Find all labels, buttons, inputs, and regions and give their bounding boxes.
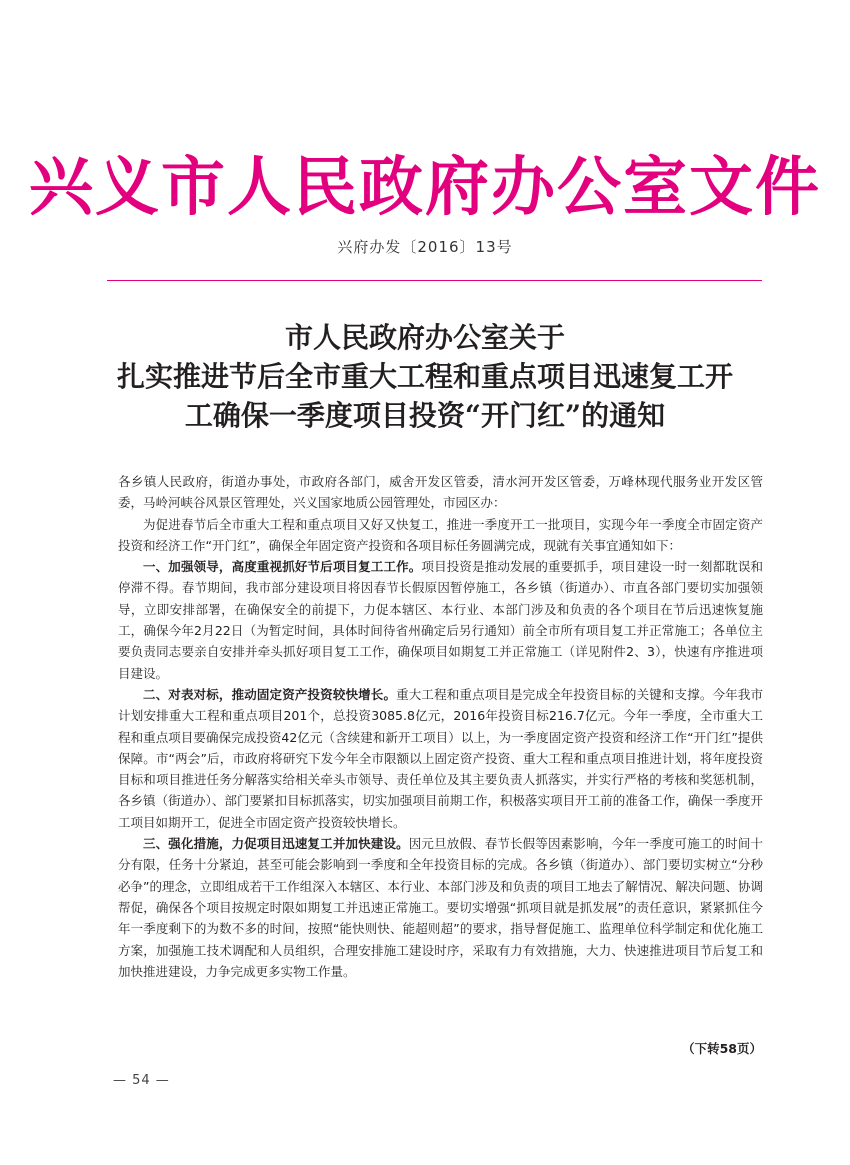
section-1 <box>118 556 763 684</box>
title-line-3: 工确保一季度项目投资“开门红”的通知 <box>184 399 666 432</box>
document-number: 兴府办发〔2016〕13号 <box>337 238 513 256</box>
section-text: 重大工程和重点项目是完成全年投资目标的关键和支撑。今年我市计划安排重大工程和重点项目201个，总投资3085.8亿元，2016年投资目标216.7亿元。今年一季度，全市重大工程和重点项目要确保完成投资42亿元（含续建和新开工项目）以上，为一季度固定资产投资和经济工作“开门红”提供保障。市“两会”后，市政府将研究下发今年全市限额以上固定资产投资、重大工程和重点项目推进计划，将年度投资目标和项目推进任务分解落实给相关牵头市领导、责任单位及其主要负责人抓落实，并实行严格的考核和奖惩机制，各乡镇（街道办）、部门要紧扣目标抓落实，切实加强项目前期工作，积极落实项目开工前的准备工作，确保一季度开工项目如期开工，促进全市固定资产投资较快增长。 <box>118 686 763 830</box>
page-number: — 54 — <box>113 1073 170 1088</box>
red-divider-line <box>107 280 762 281</box>
title-line-1: 市人民政府办公室关于 <box>284 321 565 354</box>
section-text: 项目投资是推动发展的重要抓手，项目建设一时一刻都耽误和停滞不得。春节期间，我市部分建设项目将因春节长假原因暂停施工，各乡镇（街道办）、市直各部门要切实加强领导，立即安排部署，在确保安全的前提下，力促本辖区、本行业、本部门涉及和负责的各个项目在节后迅速恢复施工，确保今年2月22日（为暂定时间，具体时间待省州确定后另行通知）前全市所有项目复工并正常施工；各单位主要负责同志要亲自安排并牵头抓好项目复工工作，确保项目如期复工并正常施工（详见附件2、3），快速有序推进项目建设。 <box>118 559 763 681</box>
section-3 <box>118 833 763 982</box>
section-heading: 三、强化措施，力促项目迅速复工并加快建设。 <box>143 836 409 852</box>
section-heading: 二、对表对标，推动固定资产投资较快增长。 <box>143 686 397 702</box>
section-heading: 一、加强领导，高度重视抓好节后项目复工工作。 <box>143 559 422 575</box>
title-line-2: 扎实推进节后全市重大工程和重点项目迅速复工开 <box>116 360 733 393</box>
addressees: 各乡镇人民政府，街道办事处，市政府各部门，威舍开发区管委，清水河开发区管委，万峰林现代服务业开发区管委，马岭河峡谷风景区管理处，兴义国家地质公园管理处，市园区办： <box>118 474 763 511</box>
continued-note: （下转58页） <box>682 1041 762 1056</box>
document-masthead: 兴义市人民政府办公室文件 <box>29 150 821 225</box>
document-body <box>118 471 763 982</box>
section-text: 因元旦放假、春节长假等因素影响，今年一季度可施工的时间十分有限，任务十分紧迫，甚至可能会影响到一季度和全年投资目标的完成。各乡镇（街道办）、部门要切实树立“分秒必争”的理念，立即组成若干工作组深入本辖区、本行业、本部门涉及和负责的项目工地去了解情况、解决问题、协调帮促，确保各个项目按规定时限如期复工并迅速正常施工。要切实增强“抓项目就是抓发展”的责任意识，紧紧抓住今年一季度剩下的为数不多的时间，按照“能快则快、能超则超”的要求，指导督促施工、监理单位科学制定和优化施工方案，加强施工技术调配和人员组织，合理安排施工建设时序，采取有力有效措施，大力、快速推进项目节后复工和加快推进建设，力争完成更多实物工作量。 <box>118 836 763 979</box>
section-2 <box>118 684 763 833</box>
intro-paragraph: 为促进春节后全市重大工程和重点项目又好又快复工，推进一季度开工一批项目，实现今年一季度全市固定资产投资和经济工作“开门红”，确保全年固定资产投资和各项目标任务圆满完成，现就有关事宜通知如下： <box>118 516 763 553</box>
notice-title <box>90 318 760 435</box>
